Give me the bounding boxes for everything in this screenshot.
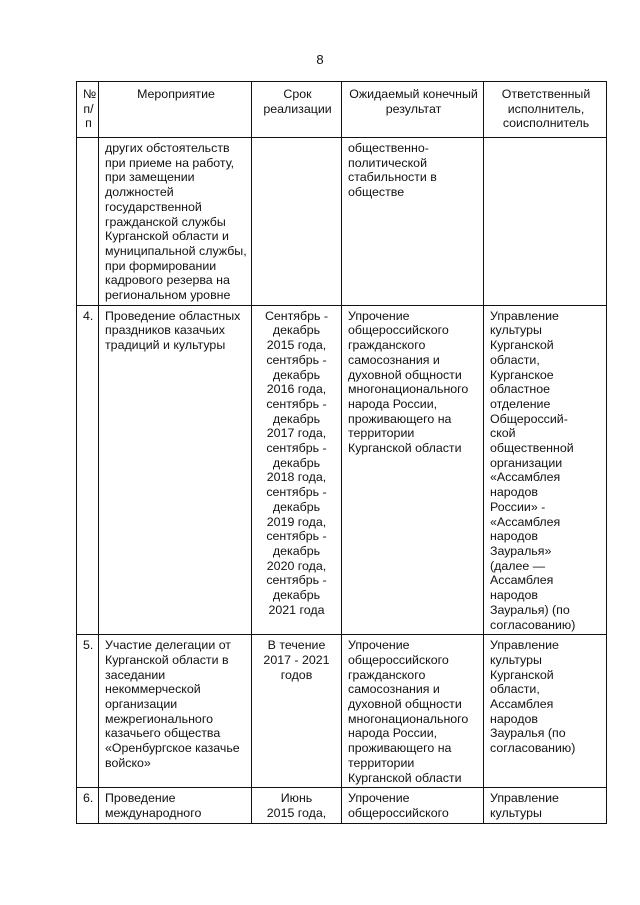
row-result: Упрочение общероссийского гражданского самосознания и духовной общности многонационального народа России, проживающего на территории Курганской области bbox=[342, 305, 484, 634]
row-responsible bbox=[484, 138, 607, 306]
row-responsible: Управление культуры Курганской области, Ассамблея народов Зауралья (по согласованию) bbox=[484, 635, 607, 788]
table-header-row bbox=[77, 82, 607, 138]
row-number: 4. bbox=[77, 305, 99, 634]
row-event: Проведение областных праздников казачьих традиций и культуры bbox=[99, 305, 252, 634]
row-event: Проведение международного bbox=[99, 788, 252, 823]
row-event: других обстоятельств при приеме на работу, при замещении должностей государственной гражданской службы Курганской области и муниципальной службы, при формировании кадрового резерва на региональном уровне bbox=[99, 138, 252, 306]
row-number: 5. bbox=[77, 635, 99, 788]
row-result: Упрочение общероссийского гражданского самосознания и духовной общности многонационального народа России, проживающего на территории Курганской области bbox=[342, 635, 484, 788]
row-number bbox=[77, 138, 99, 306]
row-result: общественно- политической стабильности в обществе bbox=[342, 138, 484, 306]
row-term: Июнь 2015 года, bbox=[252, 788, 342, 823]
row-term: В течение 2017 - 2021 годов bbox=[252, 635, 342, 788]
measures-table bbox=[76, 81, 607, 824]
row-term: Сентябрь - декабрь 2015 года, сентябрь - декабрь 2016 года, сентябрь - декабрь 2017 года, сентябрь - декабрь 2018 года, сентябрь - декабрь 2019 года, сентябрь - декабрь 2020 года, сентябрь - декабрь 2021 года bbox=[252, 305, 342, 634]
row-event: Участие делегации от Курганской области в заседании некоммерческой организации межрегионального казачьего общества «Оренбургское казачье войско» bbox=[99, 635, 252, 788]
row-term bbox=[252, 138, 342, 306]
header-responsible: Ответственный исполнитель, соисполнитель bbox=[484, 82, 607, 138]
header-number: № п/п bbox=[77, 82, 99, 138]
row-number: 6. bbox=[77, 788, 99, 823]
page-number: 8 bbox=[316, 52, 324, 67]
table-row bbox=[77, 138, 607, 306]
header-result: Ожидаемый конечный результат bbox=[342, 82, 484, 138]
header-term: Срок реализации bbox=[252, 82, 342, 138]
row-result: Упрочение общероссийского bbox=[342, 788, 484, 823]
table-row bbox=[77, 305, 607, 634]
header-event: Мероприятие bbox=[99, 82, 252, 138]
table-row bbox=[77, 635, 607, 788]
row-responsible: Управление культуры Курганской области, Курганское областное отделение Общероссий- ской общественной организации «Ассамблея народов России» - «Ассамблея народов Зауралья» (далее — Ассамблея народов Зауралья) (по согласованию) bbox=[484, 305, 607, 634]
table-row bbox=[77, 788, 607, 823]
row-responsible: Управление культуры bbox=[484, 788, 607, 823]
